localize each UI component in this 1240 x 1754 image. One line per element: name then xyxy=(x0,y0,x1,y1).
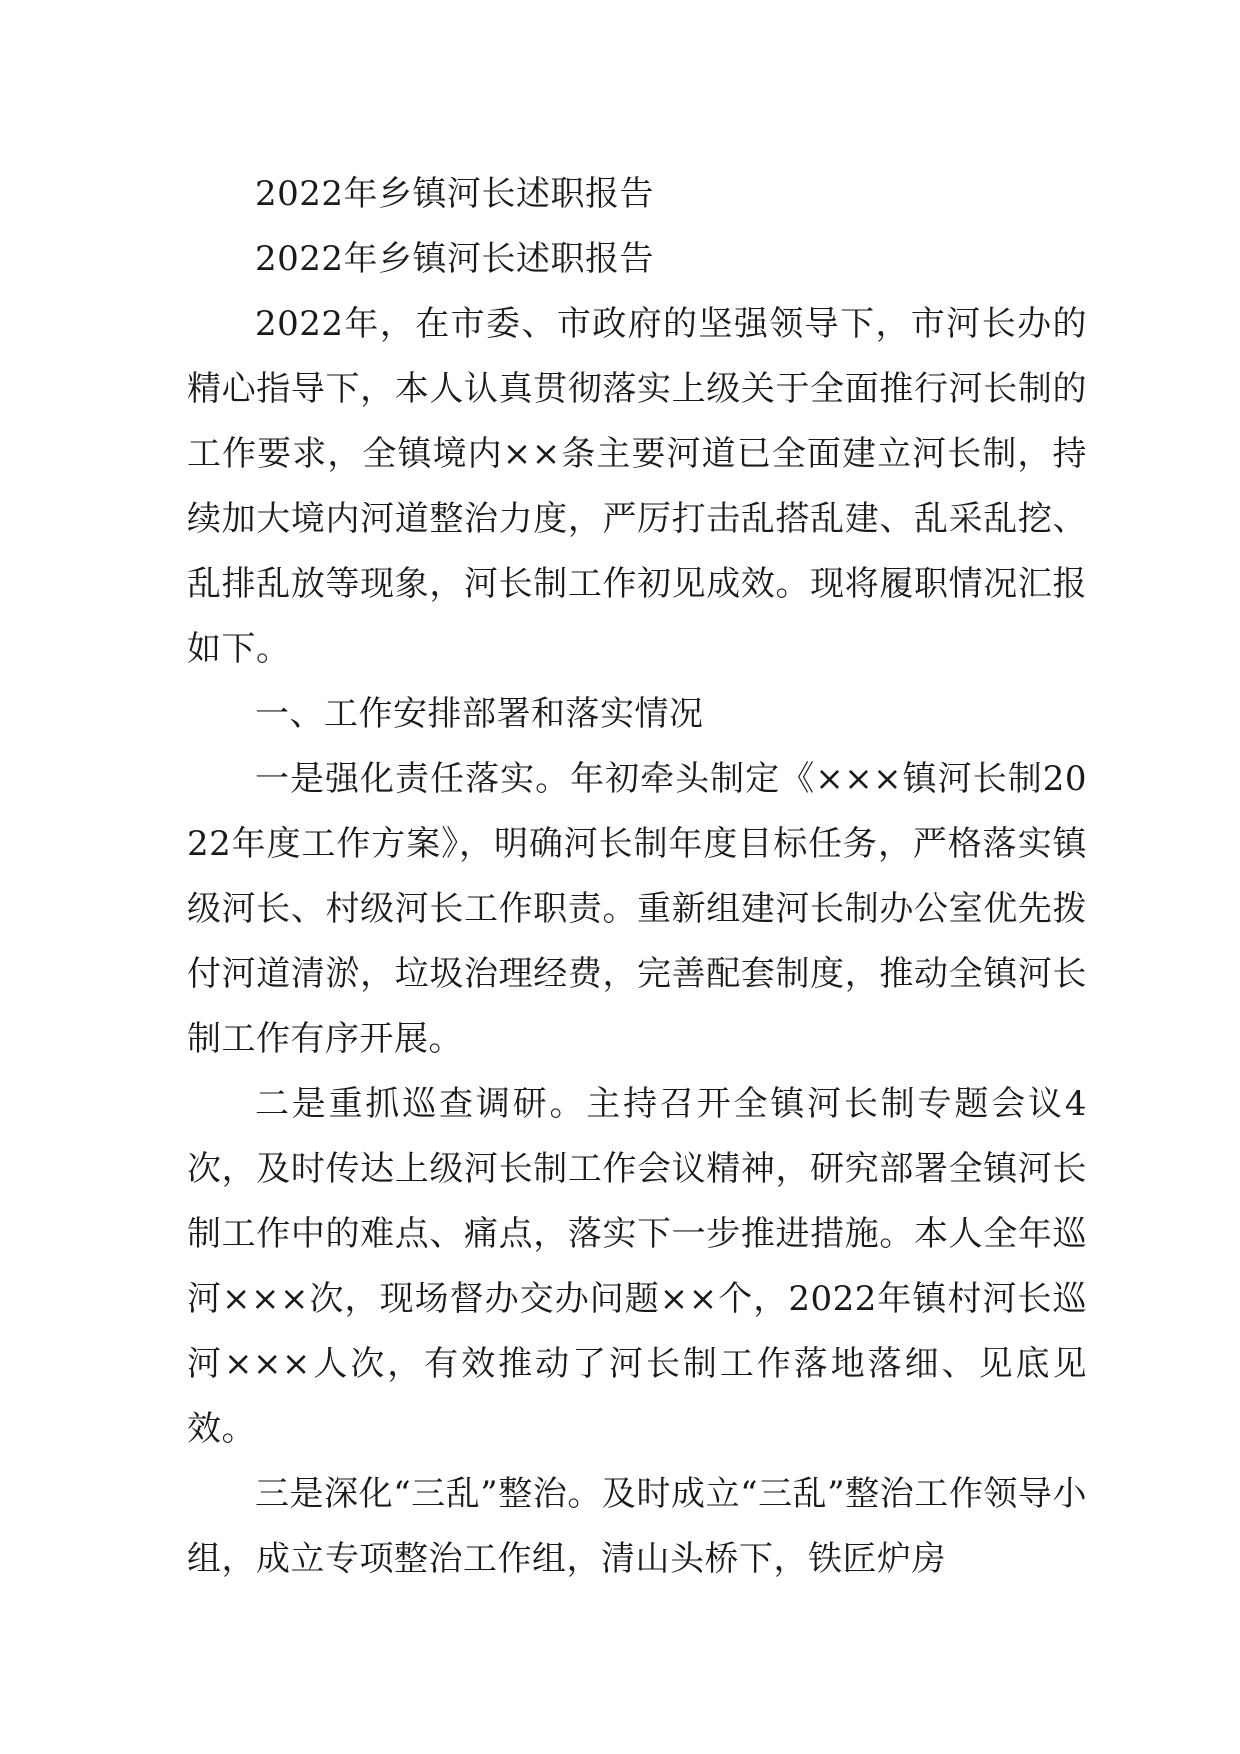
document-body xyxy=(187,162,1087,1592)
document-title-2: 2022年乡镇河长述职报告 xyxy=(255,239,655,279)
paragraph-rectification: 三是深化“三乱”整治。及时成立“三乱”整治工作领导小组，成立专项整治工作组，清山头桥下，铁匠炉房 xyxy=(187,1474,1087,1579)
paragraph-intro: 2022年，在市委、市政府的坚强领导下，市河长办的精心指导下，本人认真贯彻落实上级关于全面推行河长制的工作要求，全镇境内××条主要河道已全面建立河长制，持续加大境内河道整治力度，严厉打击乱搭乱建、乱采乱挖、乱排乱放等现象，河长制工作初见成效。现将履职情况汇报如下。 xyxy=(187,304,1087,669)
section-heading-1: 一、工作安排部署和落实情况 xyxy=(255,694,704,734)
paragraph-inspection: 二是重抓巡查调研。主持召开全镇河长制专题会议4次，及时传达上级河长制工作会议精神，研究部署全镇河长制工作中的难点、痛点，落实下一步推进措施。本人全年巡河×××次，现场督办交办问题××个，2022年镇村河长巡河×××人次，有效推动了河长制工作落地落细、见底见效。 xyxy=(187,1084,1087,1449)
paragraph-responsibility: 一是强化责任落实。年初牵头制定《×××镇河长制2022年度工作方案》，明确河长制年度目标任务，严格落实镇级河长、村级河长工作职责。重新组建河长制办公室优先拨付河道清淤，垃圾治理经费，完善配套制度，推动全镇河长制工作有序开展。 xyxy=(187,759,1087,1059)
document-title-1: 2022年乡镇河长述职报告 xyxy=(255,174,655,214)
